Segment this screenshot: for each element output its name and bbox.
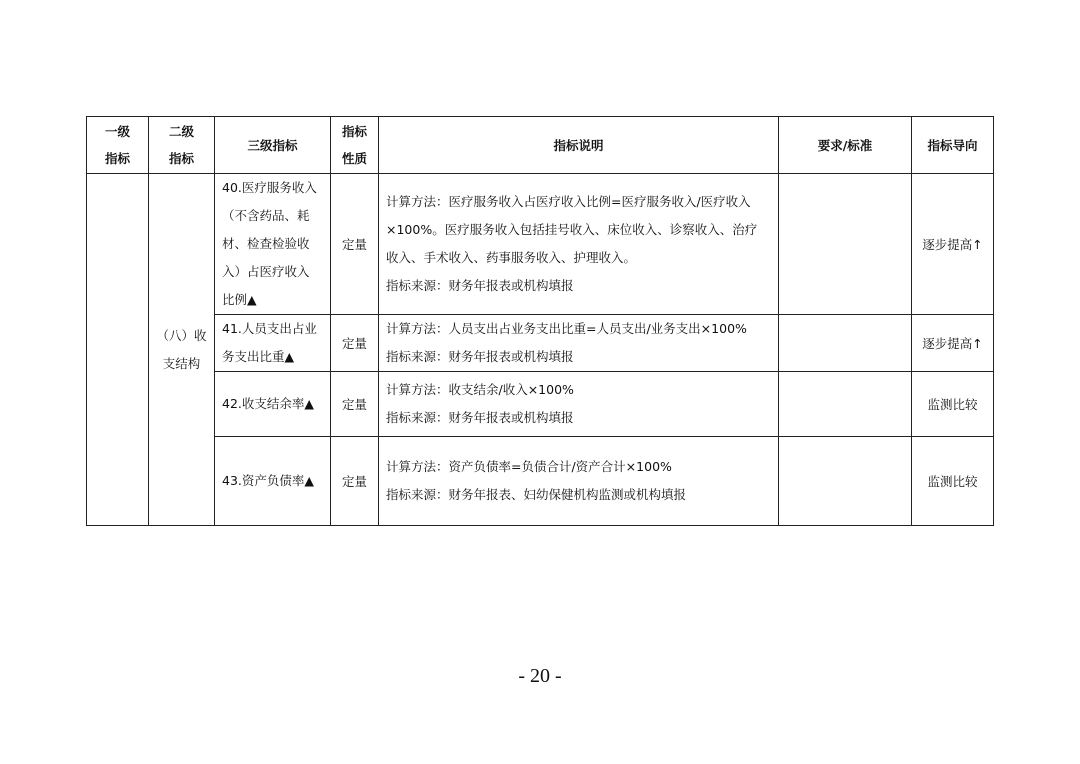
header-description: 指标说明 [379,117,779,174]
level1-cell [87,174,149,526]
level3-cell: 40.医疗服务收入 （不含药品、耗 材、检查检验收 入）占医疗收入 比例▲ [215,174,331,315]
header-level3: 三级指标 [215,117,331,174]
requirement-cell [779,315,912,372]
nature-cell: 定量 [331,437,379,526]
description-cell: 计算方法：资产负债率=负债合计/资产合计×100% 指标来源：财务年报表、妇幼保健机构监测或机构填报 [379,437,779,526]
direction-cell: 逐步提高↑ [912,174,994,315]
table-row [87,315,994,372]
direction-cell: 监测比较 [912,372,994,437]
direction-cell: 监测比较 [912,437,994,526]
direction-cell: 逐步提高↑ [912,315,994,372]
table-row [87,174,994,315]
indicator-table [86,116,994,526]
table-row [87,437,994,526]
requirement-cell [779,174,912,315]
description-cell: 计算方法：人员支出占业务支出比重=人员支出/业务支出×100% 指标来源：财务年报表或机构填报 [379,315,779,372]
level3-cell: 42.收支结余率▲ [215,372,331,437]
table-row [87,372,994,437]
requirement-cell [779,437,912,526]
header-level1: 一级 指标 [87,117,149,174]
requirement-cell [779,372,912,437]
nature-cell: 定量 [331,372,379,437]
nature-cell: 定量 [331,174,379,315]
level2-cell: （八）收 支结构 [149,174,215,526]
header-requirement: 要求/标准 [779,117,912,174]
description-cell: 计算方法：收支结余/收入×100% 指标来源：财务年报表或机构填报 [379,372,779,437]
header-level2: 二级 指标 [149,117,215,174]
page-number: - 20 - [518,665,562,687]
description-cell: 计算方法：医疗服务收入占医疗收入比例=医疗服务收入/医疗收入 ×100%。医疗服务收入包括挂号收入、床位收入、诊察收入、治疗 收入、手术收入、药事服务收入、护理收入。 指标来源：财务年报表或机构填报 [379,174,779,315]
header-nature: 指标 性质 [331,117,379,174]
level3-cell: 41.人员支出占业 务支出比重▲ [215,315,331,372]
nature-cell: 定量 [331,315,379,372]
level3-cell: 43.资产负债率▲ [215,437,331,526]
header-direction: 指标导向 [912,117,994,174]
header-row [87,117,994,174]
